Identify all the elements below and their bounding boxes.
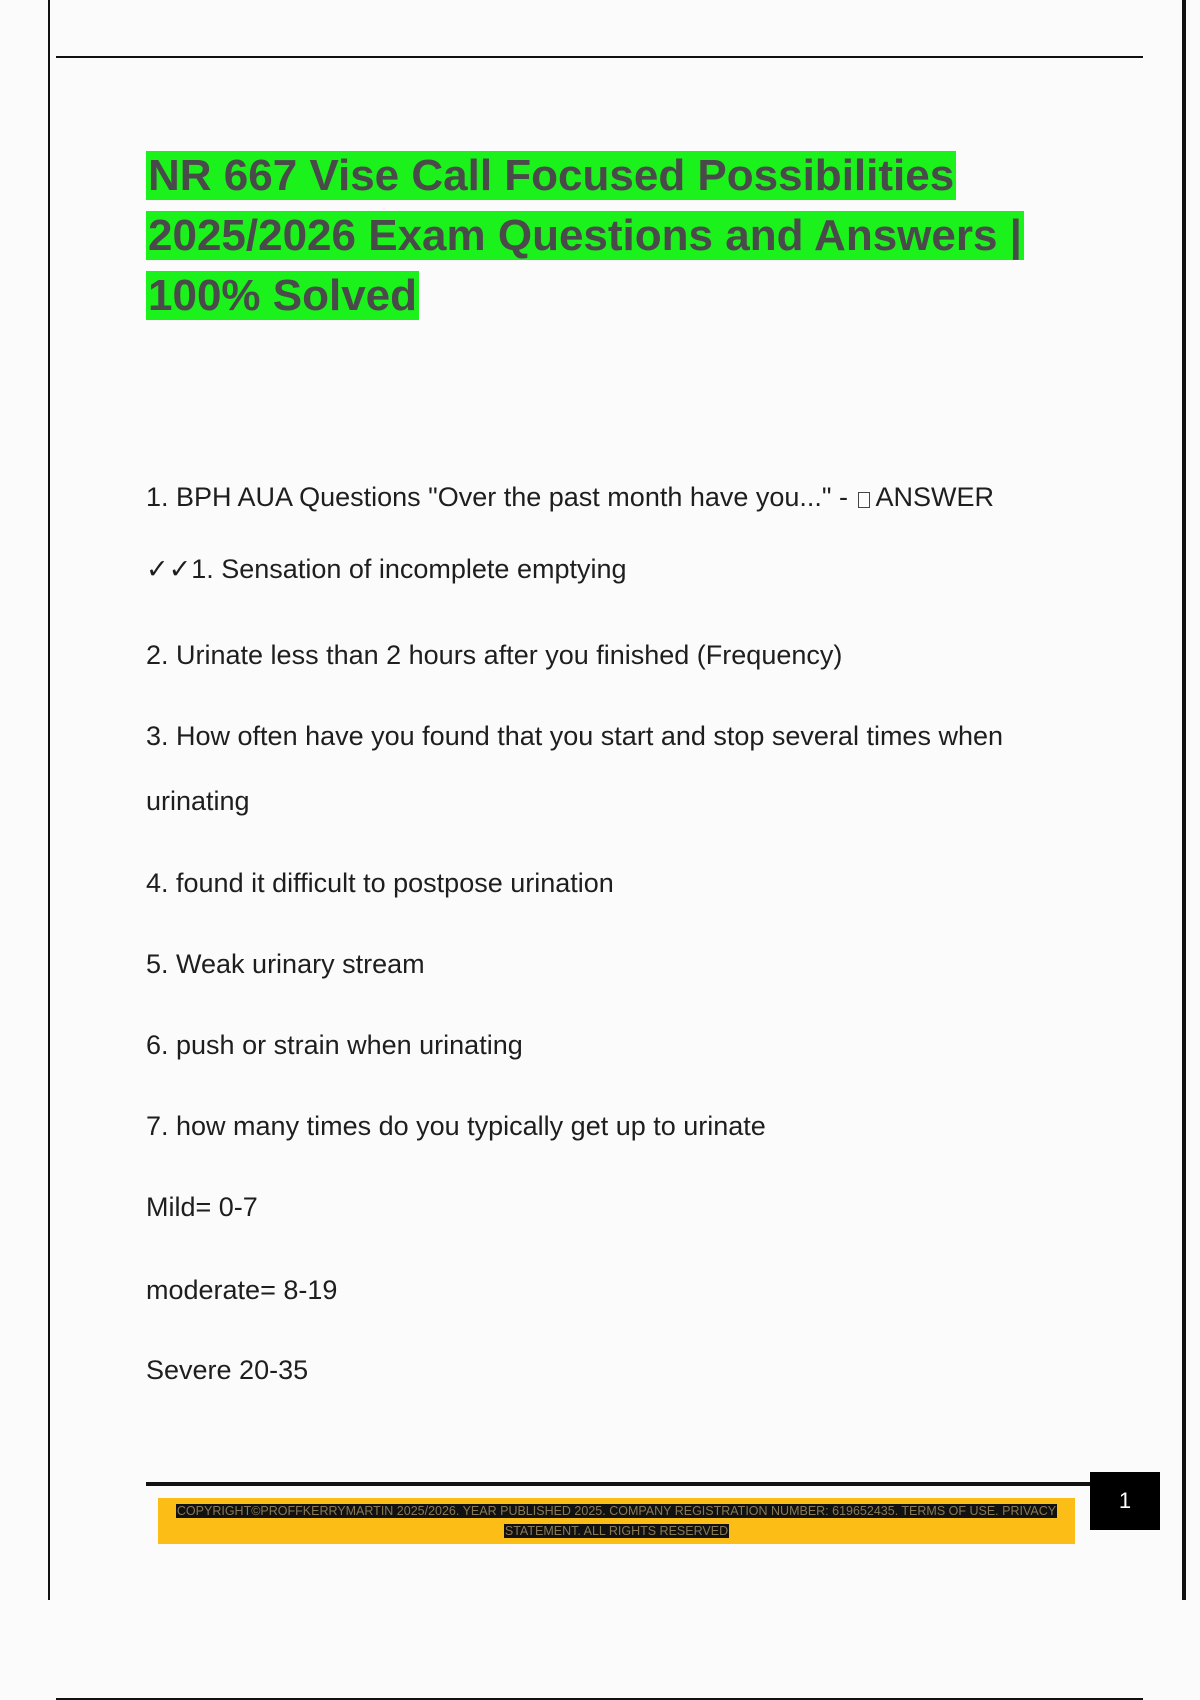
answer-line-1: ✓✓1. Sensation of incomplete emptying [146,554,627,584]
answer-line-7: 7. how many times do you typically get up to urinate [146,1111,766,1141]
answer-line-3: 3. How often have you found that you start and stop several times when [146,721,1003,751]
page-number: 1 [1090,1472,1160,1530]
footer-rule [146,1482,1090,1486]
answer-line-3-continued: urinating [146,786,250,816]
question-text: 1. BPH AUA Questions "Over the past month have you..." - [146,482,849,512]
header-rule [56,56,1143,58]
copyright-text: COPYRIGHT©PROFFKERRYMARTIN 2025/2026. YEAR PUBLISHED 2025. COMPANY REGISTRATION NUMBER: 619652435. TERMS OF USE. PRIVACY STATEMENT. ALL RIGHTS RESERVED [176,1504,1057,1538]
answer-line-2: 2. Urinate less than 2 hours after you finished (Frequency) [146,640,843,670]
score-mild: Mild= 0-7 [146,1192,258,1222]
page-border-left [48,0,50,1600]
copyright-notice [158,1501,1075,1541]
page-border-right [1182,0,1186,1600]
score-severe: Severe 20-35 [146,1355,309,1385]
score-moderate: moderate= 8-19 [146,1275,338,1305]
question-line [146,480,994,514]
answer-label: ANSWER [875,482,995,512]
answer-line-5: 5. Weak urinary stream [146,949,425,979]
document-title [146,146,1086,326]
document-title-text: NR 667 Vise Call Focused Possibilities 2025/2026 Exam Questions and Answers | 100% Solved [148,151,1022,320]
answer-line-4: 4. found it difficult to postpose urination [146,868,614,898]
replacement-box-icon [858,492,870,508]
answer-line-6: 6. push or strain when urinating [146,1030,523,1060]
